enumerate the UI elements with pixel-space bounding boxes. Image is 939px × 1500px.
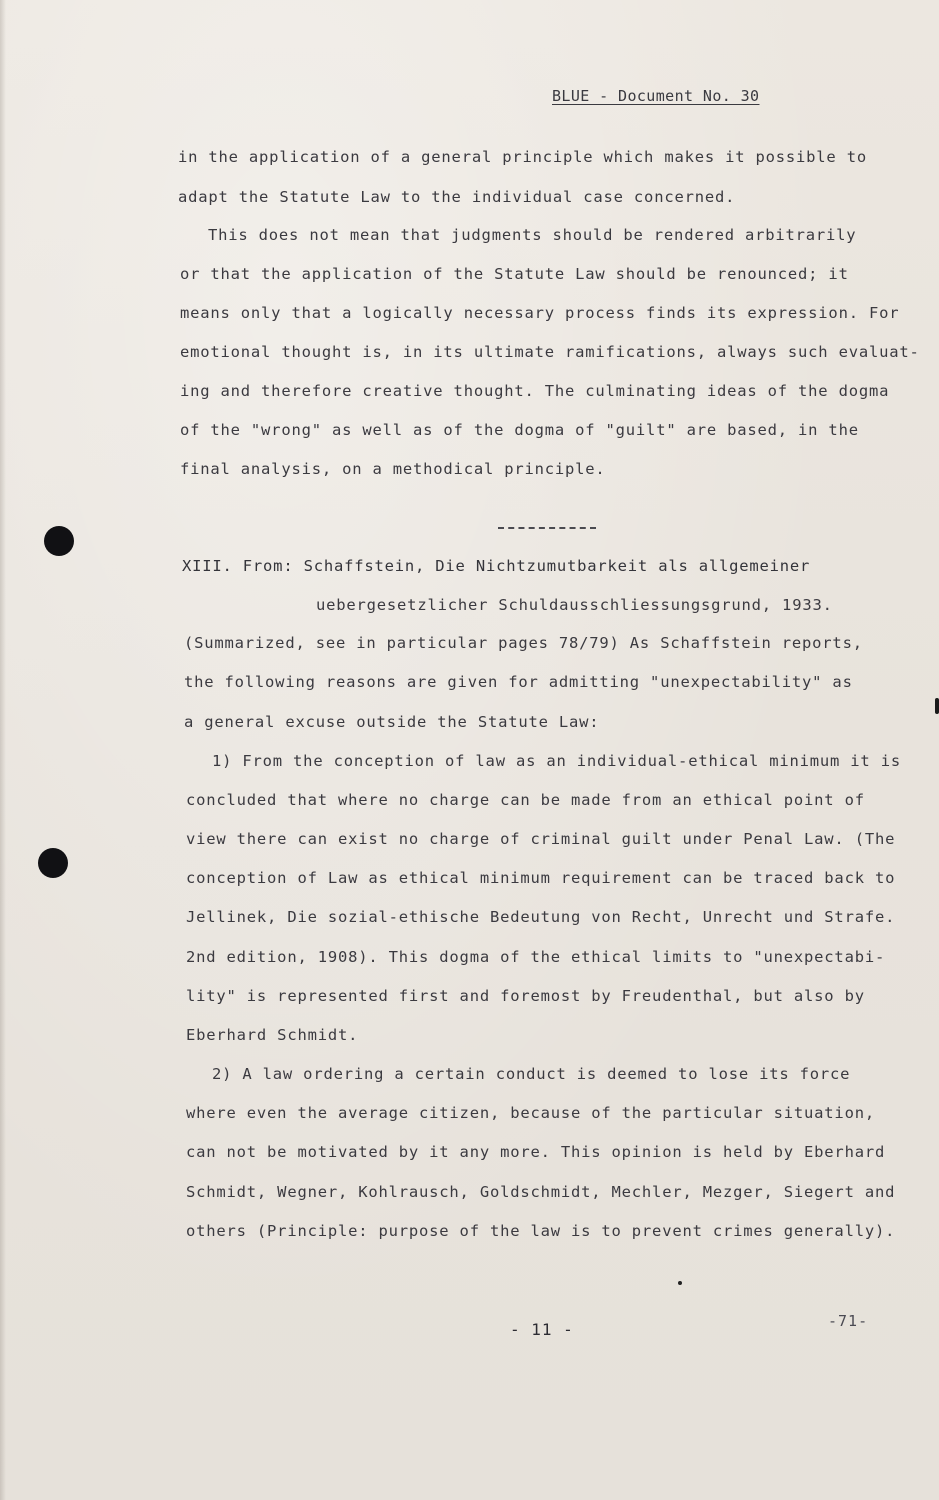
text-line: emotional thought is, in its ultimate ramifications, always such evaluat- bbox=[180, 343, 920, 361]
text-line: in the application of a general principle which makes it possible to bbox=[178, 148, 867, 166]
text-line: view there can exist no charge of criminal guilt under Penal Law. (The bbox=[186, 830, 896, 848]
section-divider bbox=[498, 527, 596, 529]
text-line: can not be motivated by it any more. This opinion is held by Eberhard bbox=[186, 1143, 886, 1161]
text-line: 1) From the conception of law as an individual-ethical minimum it is bbox=[212, 752, 901, 770]
archive-page-number: -71- bbox=[828, 1312, 869, 1330]
text-line: the following reasons are given for admitting "unexpectability" as bbox=[184, 673, 853, 691]
text-line: Schmidt, Wegner, Kohlrausch, Goldschmidt, Mechler, Mezger, Siegert and bbox=[186, 1183, 896, 1201]
text-line: 2) A law ordering a certain conduct is deemed to lose its force bbox=[212, 1065, 851, 1083]
ink-speck bbox=[678, 1281, 682, 1285]
text-line: adapt the Statute Law to the individual case concerned. bbox=[178, 188, 736, 206]
section-heading: XIII. From: Schaffstein, Die Nichtzumutbarkeit als allgemeiner bbox=[182, 557, 811, 575]
text-line: conception of Law as ethical minimum requirement can be traced back to bbox=[186, 869, 896, 887]
punch-hole-lower bbox=[38, 848, 68, 878]
text-line: others (Principle: purpose of the law is to prevent crimes generally). bbox=[186, 1222, 896, 1240]
text-line: lity" is represented first and foremost by Freudenthal, but also by bbox=[186, 987, 865, 1005]
text-line: 2nd edition, 1908). This dogma of the ethical limits to "unexpectabi- bbox=[186, 948, 886, 966]
text-line: final analysis, on a methodical principle. bbox=[180, 460, 606, 478]
text-line: of the "wrong" as well as of the dogma of "guilt" are based, in the bbox=[180, 421, 859, 439]
text-line: or that the application of the Statute Law should be renounced; it bbox=[180, 265, 849, 283]
text-line: where even the average citizen, because of the particular situation, bbox=[186, 1104, 875, 1122]
page-number: - 11 - bbox=[510, 1320, 574, 1339]
text-line: means only that a logically necessary process finds its expression. For bbox=[180, 304, 900, 322]
text-line: concluded that where no charge can be made from an ethical point of bbox=[186, 791, 865, 809]
text-line: ing and therefore creative thought. The culminating ideas of the dogma bbox=[180, 382, 890, 400]
punch-hole-upper bbox=[44, 526, 74, 556]
text-line: a general excuse outside the Statute Law: bbox=[184, 713, 600, 731]
document-reference: BLUE - Document No. 30 bbox=[552, 87, 760, 105]
edge-mark bbox=[935, 698, 939, 714]
text-line: This does not mean that judgments should be rendered arbitrarily bbox=[208, 226, 857, 244]
text-line: (Summarized, see in particular pages 78/79) As Schaffstein reports, bbox=[184, 634, 863, 652]
text-line: Eberhard Schmidt. bbox=[186, 1026, 359, 1044]
text-line: Jellinek, Die sozial-ethische Bedeutung von Recht, Unrecht und Strafe. bbox=[186, 908, 896, 926]
text-line: uebergesetzlicher Schuldausschliessungsgrund, 1933. bbox=[316, 596, 833, 614]
page-edge-shadow bbox=[0, 0, 6, 1500]
